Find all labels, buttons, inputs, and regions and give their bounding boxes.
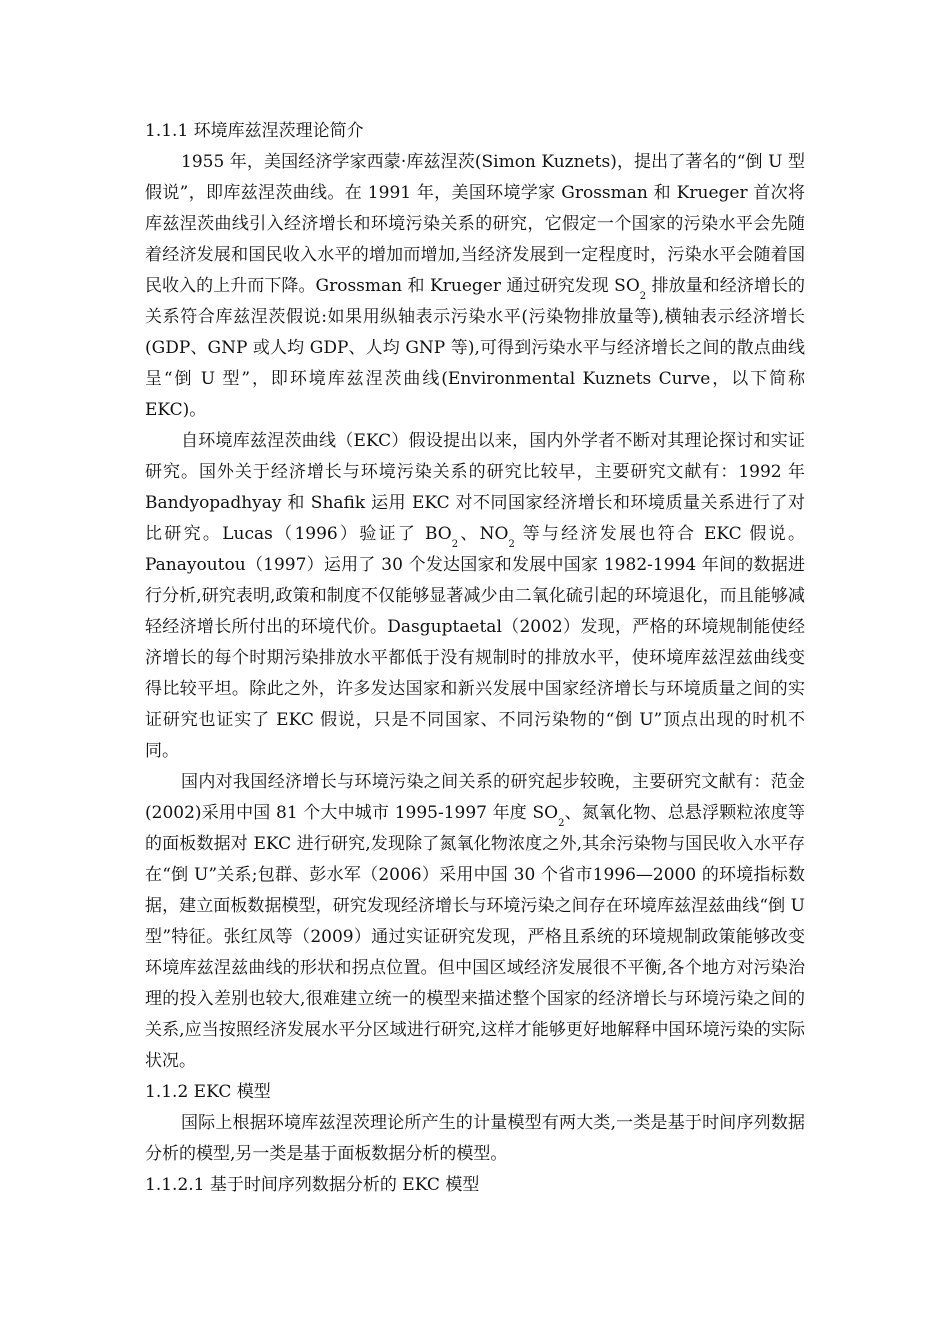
paragraph-text: 等与经济发展也符合 EKC 假说。Panayoutou（1997）运用了 30 个发达国家和发展中国家 1982-1994 年间的数据进行分析,研究表明,政策和制度不仅能够显著减少由二氧化硫引起的环境退化，而且能够减轻经济增长所付出的环境代价。Dasguptaetal（2002）发现，严格的环境规制能使经济增长的每个时期污染排放水平都低于没有规制时的排放水平，使环境库兹涅兹曲线变得比较平坦。除此之外，许多发达国家和新兴发展中国家经济增长与环境质量之间的实证研究也证实了 EKC 假说，只是不同国家、不同污染物的“倒 U”顶点出现的时机不同。 xyxy=(145,524,805,761)
subscript-2: 2 xyxy=(639,291,647,302)
paragraph-domestic-research xyxy=(145,767,805,1077)
paragraph-text: 国内对我国经济增长与环境污染之间关系的研究起步较晚，主要研究文献有：范金(2002)采用中国 81 个大中城市 1995-1997 年度 SO xyxy=(145,772,805,823)
paragraph-ekc-intro xyxy=(145,147,805,426)
paragraph-text: 排放量和经济增长的关系符合库兹涅茨假说:如果用纵轴表示污染水平(污染物排放量等),横轴表示经济增长(GDP、GNP 或人均 GDP、人均 GNP 等),可得到污染水平与经济增长之间的散点曲线呈“倒 U 型”，即环境库兹涅茨曲线(Environmental Kuznets Curve，以下简称EKC)。 xyxy=(145,276,805,420)
document-body xyxy=(145,116,805,1201)
section-heading-1-1-2: 1.1.2 EKC 模型 xyxy=(145,1082,271,1102)
paragraph-text: 自环境库兹涅茨曲线（EKC）假设提出以来，国内外学者不断对其理论探讨和实证研究。国外关于经济增长与环境污染关系的研究比较早，主要研究文献有：1992 年 Bandyopadhyay 和 Shafik 运用 EKC 对不同国家经济增长和环境质量关系进行了对比研究。Lucas（1996）验证了 BO xyxy=(145,431,805,544)
section-heading-1-1-2-1: 1.1.2.1 基于时间序列数据分析的 EKC 模型 xyxy=(145,1175,480,1195)
paragraph-model-types: 国际上根据环境库兹涅茨理论所产生的计量模型有两大类,一类是基于时间序列数据分析的模型,另一类是基于面板数据分析的模型。 xyxy=(145,1113,805,1164)
paragraph-foreign-research xyxy=(145,426,805,767)
paragraph-text: 、NO xyxy=(458,524,509,544)
paragraph-text: 、氮氧化物、总悬浮颗粒浓度等的面板数据对 EKC 进行研究,发现除了氮氧化物浓度之外,其余污染物与国民收入水平存在“倒 U”关系;包群、彭水军（2006）采用中国 30 个省市1996—2000 的环境指标数据，建立面板数据模型，研究发现经济增长与环境污染之间存在环境库兹涅兹曲线“倒 U 型”特征。张红凤等（2009）通过实证研究发现，严格且系统的环境规制政策能够改变环境库兹涅兹曲线的形状和拐点位置。但中国区域经济发展很不平衡,各个地方对污染治理的投入差别也较大,很难建立统一的模型来描述整个国家的经济增长与环境污染之间的关系,应当按照经济发展水平分区域进行研究,这样才能够更好地解释中国环境污染的实际状况。 xyxy=(145,803,805,1071)
subscript-2: 2 xyxy=(451,539,459,550)
subscript-2: 2 xyxy=(508,539,515,550)
paragraph-text: 1955 年，美国经济学家西蒙·库兹涅茨(Simon Kuznets)，提出了著名的“倒 U 型假说”，即库兹涅茨曲线。在 1991 年，美国环境学家 Grossman 和 Krueger 首次将库兹涅茨曲线引入经济增长和环境污染关系的研究，它假定一个国家的污染水平会先随着经济发展和国民收入水平的增加而增加,当经济发展到一定程度时，污染水平会随着国民收入的上升而下降。Grossman 和 Krueger 通过研究发现 SO xyxy=(145,152,805,296)
subscript-2: 2 xyxy=(558,818,565,829)
section-heading-1-1-1: 1.1.1 环境库兹涅茨理论简介 xyxy=(145,121,364,141)
